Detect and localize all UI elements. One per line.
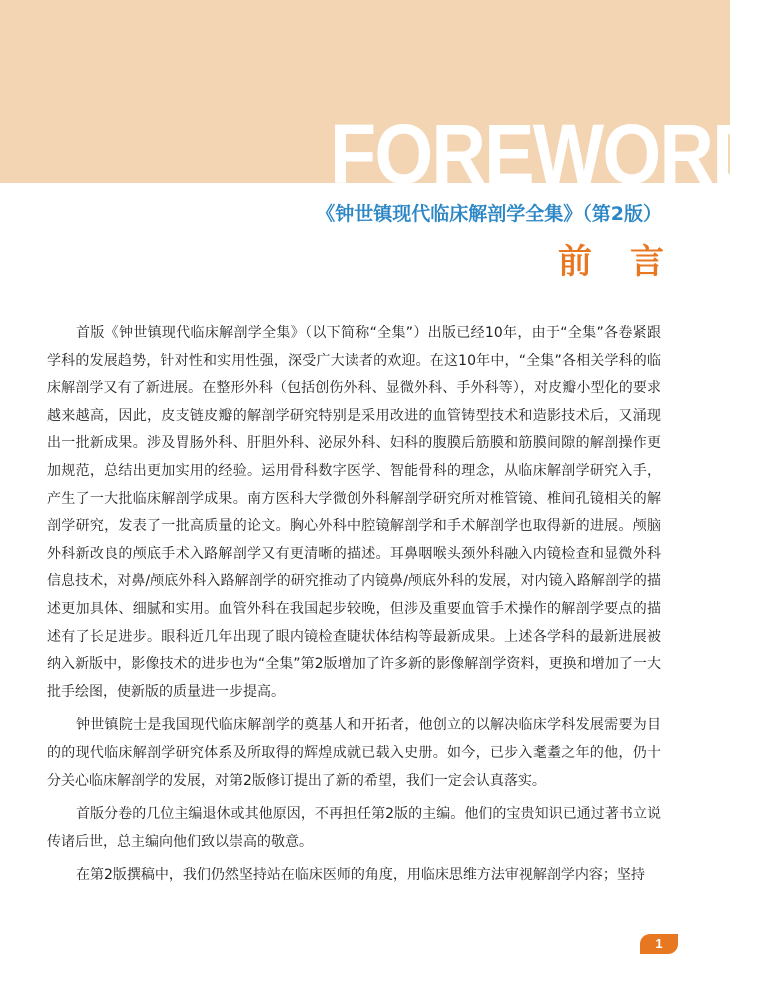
book-title: 《钟世镇现代临床解剖学全集》（第2版） <box>316 203 662 225</box>
paragraph: 钟世镇院士是我国现代临床解剖学的奠基人和开拓者，他创立的以解决临床学科发展需要为目的的现代临床解剖学研究体系及所取得的辉煌成就已载入史册。如今，已步入耄耋之年的他，仍十分关心临床解剖学的发展，对第2版修订提出了新的希望，我们一定会认真落实。 <box>47 717 661 789</box>
paragraph: 在第2版撰稿中，我们仍然坚持站在临床医师的角度，用临床思维方法审视解剖学内容；坚持 <box>76 867 645 884</box>
header-banner <box>0 0 765 201</box>
paragraph: 首版《钟世镇现代临床解剖学全集》（以下简称“全集”）出版已经10年，由于“全集”各卷紧跟学科的发展趋势，针对性和实用性强，深受广大读者的欢迎。在这10年中，“全集”各相关学科的临床解剖学又有了新进展。在整形外科（包括创伤外科、显微外科、手外科等），对皮瓣小型化的要求越来越高，因此，皮支链皮瓣的解剖学研究特别是采用改进的血管铸型技术和造影技术后，又涌现出一批新成果。涉及胃肠外科、肝胆外科、泌尿外科、妇科的腹膜后筋膜和筋膜间隙的解剖操作更加规范，总结出更加实用的经验。运用骨科数字医学、智能骨科的理念，从临床解剖学研究入手，产生了一大批临床解剖学成果。南方医科大学微创外科解剖学研究所对椎管镜、椎间孔镜相关的解剖学研究，发表了一批高质量的论文。胸心外科中腔镜解剖学和手术解剖学也取得新的进展。颅脑外科新改良的颅底手术入路解剖学又有更清晰的描述。耳鼻咽喉头颈外科融入内镜检查和显微外科信息技术，对鼻/颅底外科入路解剖学的研究推动了内镜鼻/颅底外科的发展，对内镜入路解剖学的描述更加具体、细腻和实用。血管外科在我国起步较晚，但涉及重要血管手术操作的解剖学要点的描述有了长足进步。眼科近几年出现了眼内镜检查睫状体结构等最新成果。上述各学科的最新进展被纳入新版中，影像技术的进步也为“全集”第2版增加了许多新的影像解剖学资料，更换和增加了一大批手绘图，使新版的质量进一步提高。 <box>47 325 661 700</box>
page-heading: 前言 <box>558 242 702 282</box>
body-text <box>47 320 661 896</box>
paragraph: 首版分卷的几位主编退休或其他原因，不再担任第2版的主编。他们的宝贵知识已通过著书立说传诸后世，总主编向他们致以崇高的敬意。 <box>47 806 661 850</box>
page-number-badge: 1 <box>640 934 678 954</box>
banner-word-foreword: FOREWORD <box>330 107 765 201</box>
